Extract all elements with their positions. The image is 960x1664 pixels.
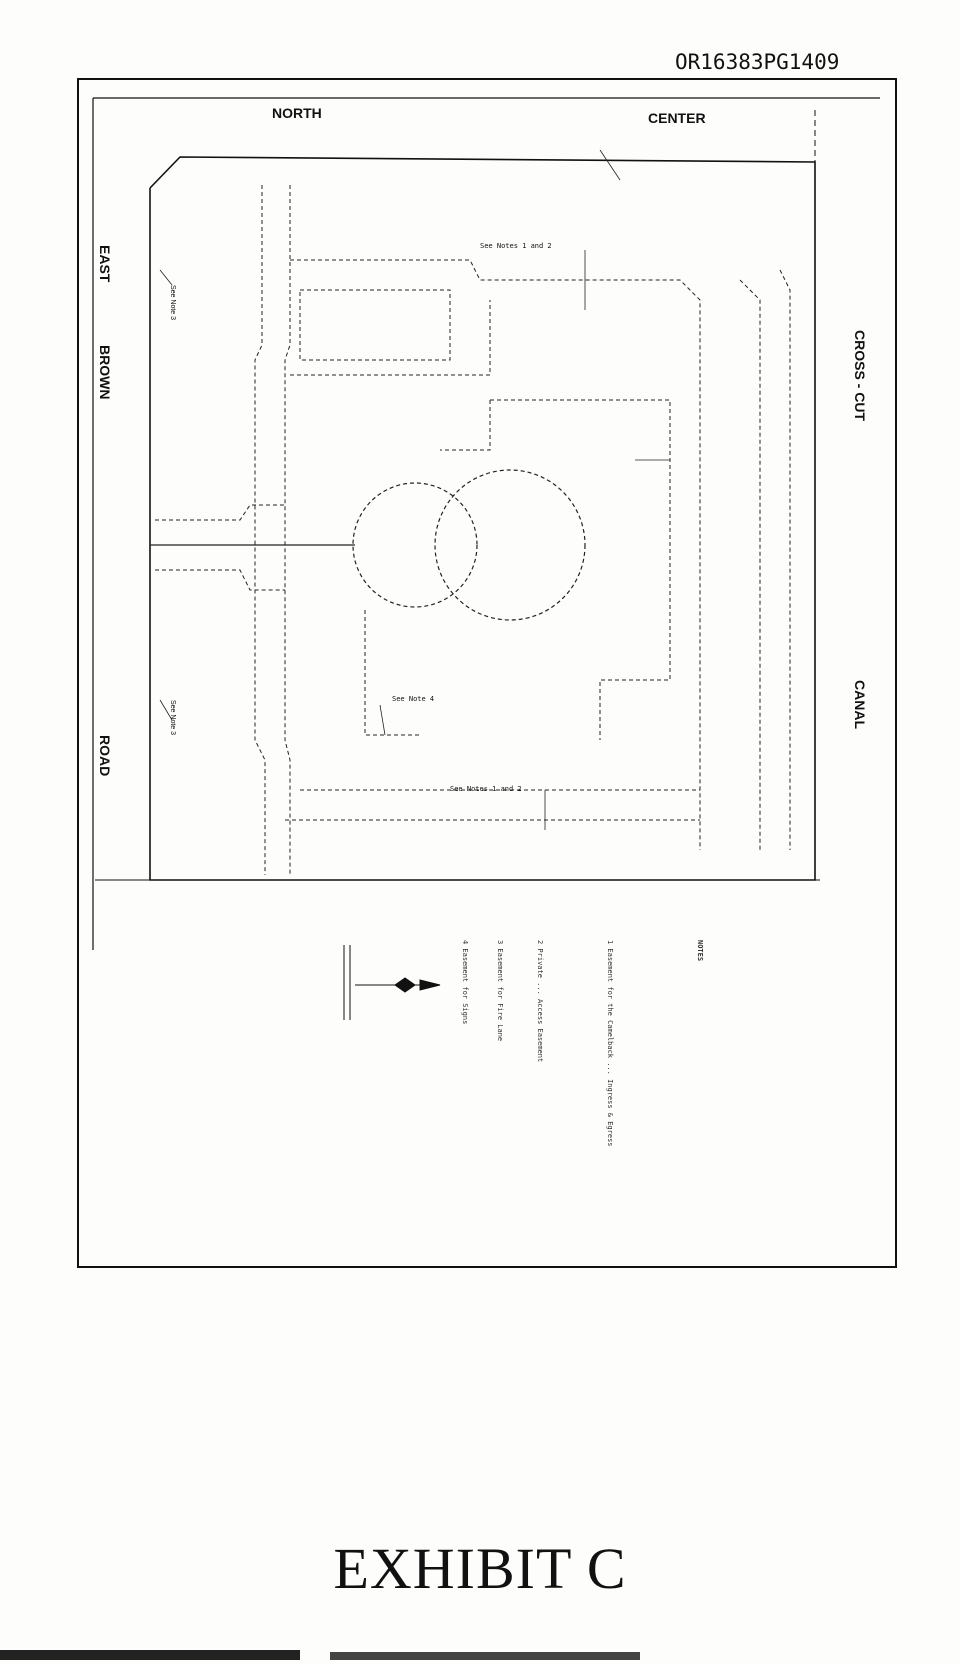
book-page-reference: OR16383PG1409 [675,50,840,74]
scale-bar [344,945,350,1020]
easement-lines [155,185,790,875]
canal-label-cross-cut: CROSS - CUT [852,330,868,421]
property-boundary [150,157,815,880]
plat-note-see-notes-1-2-top: See Notes 1 and 2 [480,242,552,250]
plat-note-see-notes-1-2-bottom: See Notes 1 and 2 [450,785,522,793]
road-label-north: NORTH [272,105,322,121]
leader-lines [160,150,670,830]
note-4: 4 Easement for Signs [461,940,469,1025]
plat-note-see-note-3-lower: See Note 3 [169,700,176,736]
road-label-center: CENTER [648,110,706,126]
road-label-east: EAST [97,245,113,283]
exhibit-title: EXHIBIT C [333,1536,627,1601]
circular-drive-west [353,483,477,607]
road-label-brown: BROWN [97,345,113,400]
note-1: 1 Easement for the Camelback ... Ingress & Egress [606,940,614,1147]
north-arrow [355,978,440,992]
plat-note-see-note-3-upper: See Note 3 [169,285,176,321]
note-3: 3 Easement for Fire Lane [496,940,504,1042]
circular-drive-east [435,470,585,620]
notes-heading: NOTES [696,940,704,962]
canal-label-canal: CANAL [852,680,868,729]
notes-block [455,940,725,1210]
note-2: 2 Private ... Access Easement [536,940,544,1063]
road-label-road: ROAD [97,735,113,777]
scan-edge-artifact [0,1650,300,1660]
plat-note-see-note-4: See Note 4 [392,695,435,703]
scan-edge-artifact-2 [330,1652,640,1660]
